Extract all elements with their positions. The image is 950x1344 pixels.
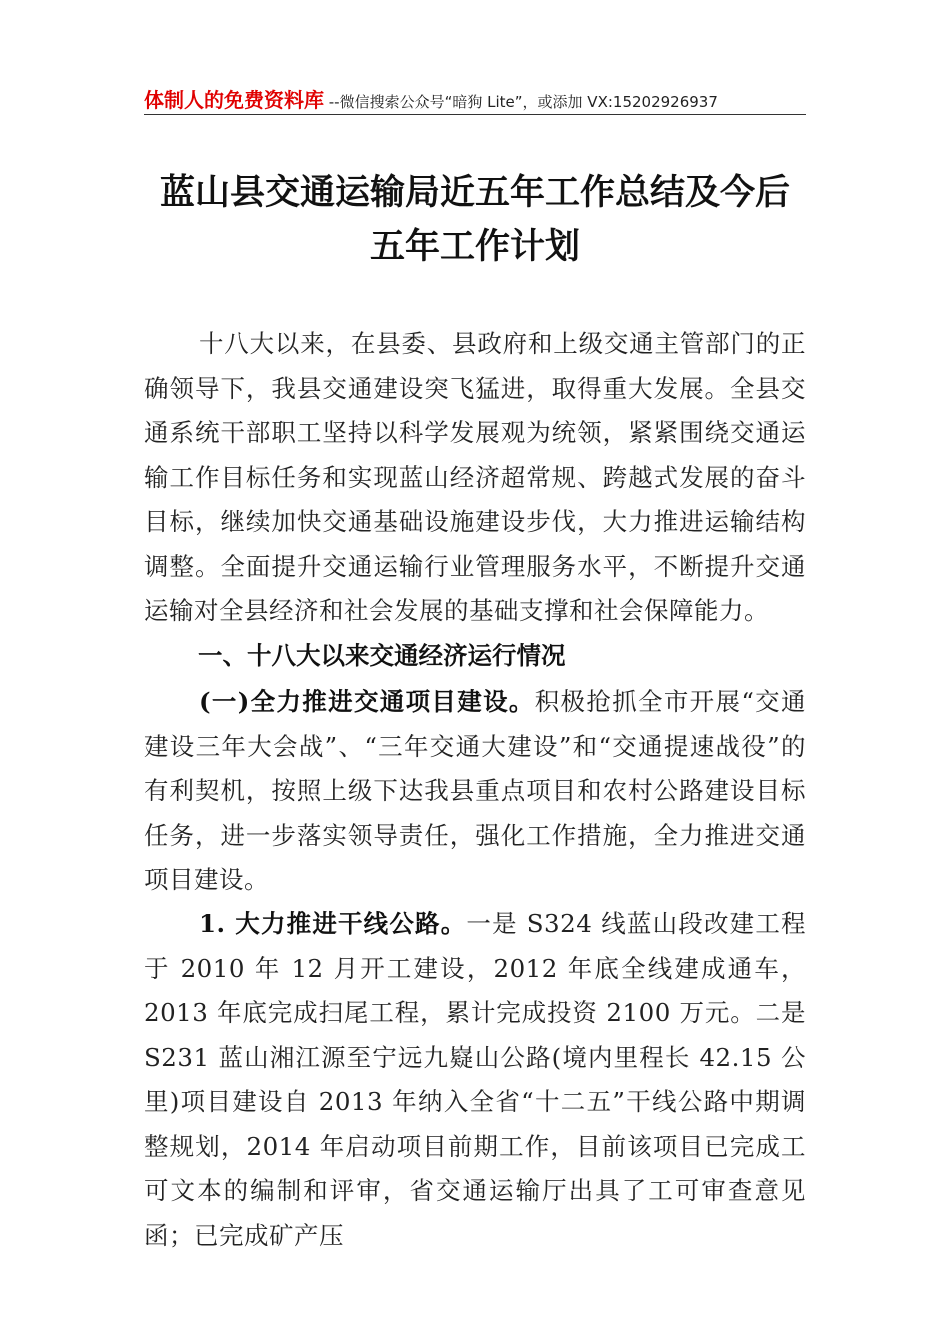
subsection-body: 积极抢抓全市开展“交通建设三年大会战”、“三年交通大建设”和“交通提速战役”的有利契机，按照上级下达我县重点项目和农村公路建设目标任务，进一步落实领导责任，强化工作措施，全力推进交通项目建设。 [144,687,807,894]
subsection-lead: (一)全力推进交通项目建设。 [199,687,535,716]
brand-label: 体制人的免费资料库 [144,88,324,112]
item-paragraph-1 [144,902,806,1258]
section-heading-1: 一、十八大以来交通经济运行情况 [198,641,566,670]
intro-paragraph: 十八大以来，在县委、县政府和上级交通主管部门的正确领导下，我县交通建设突飞猛进，取得重大发展。全县交通系统干部职工坚持以科学发展观为统领，紧紧围绕交通运输工作目标任务和实现蓝山经济超常规、跨越式发展的奋斗目标，继续加快交通基础设施建设步伐，大力推进运输结构调整。全面提升交通运输行业管理服务水平，不断提升交通运输对全县经济和社会发展的基础支撑和社会保障能力。 [144,329,806,625]
subsection-paragraph-1 [144,680,806,903]
page-header [144,84,806,115]
header-note: --微信搜索公众号“暗狗 Lite”，或添加 VX:15202926937 [324,93,718,111]
document-title [100,166,850,274]
item-body: 一是 S324 线蓝山段改建工程于 2010 年 12 月开工建设，2012 年底全线建成通车，2013 年底完成扫尾工程，累计完成投资 2100 万元。二是 S231 蓝山湘江源至宁远九嶷山公路(境内里程长 42.15 公里)项目建设自 2013 年纳入全省“十二五”干线公路中期调整规划，2014 年启动项目前期工作，目前该项目已完成工可文本的编制和评审，省交通运输厅出具了工可审查意见函；已完成矿产压 [144,909,807,1250]
title-line-2: 五年工作计划 [369,226,580,267]
item-lead: 1. 大力推进干线公路。 [199,909,467,938]
title-line-1: 蓝山县交通运输局近五年工作总结及今后 [159,172,790,213]
